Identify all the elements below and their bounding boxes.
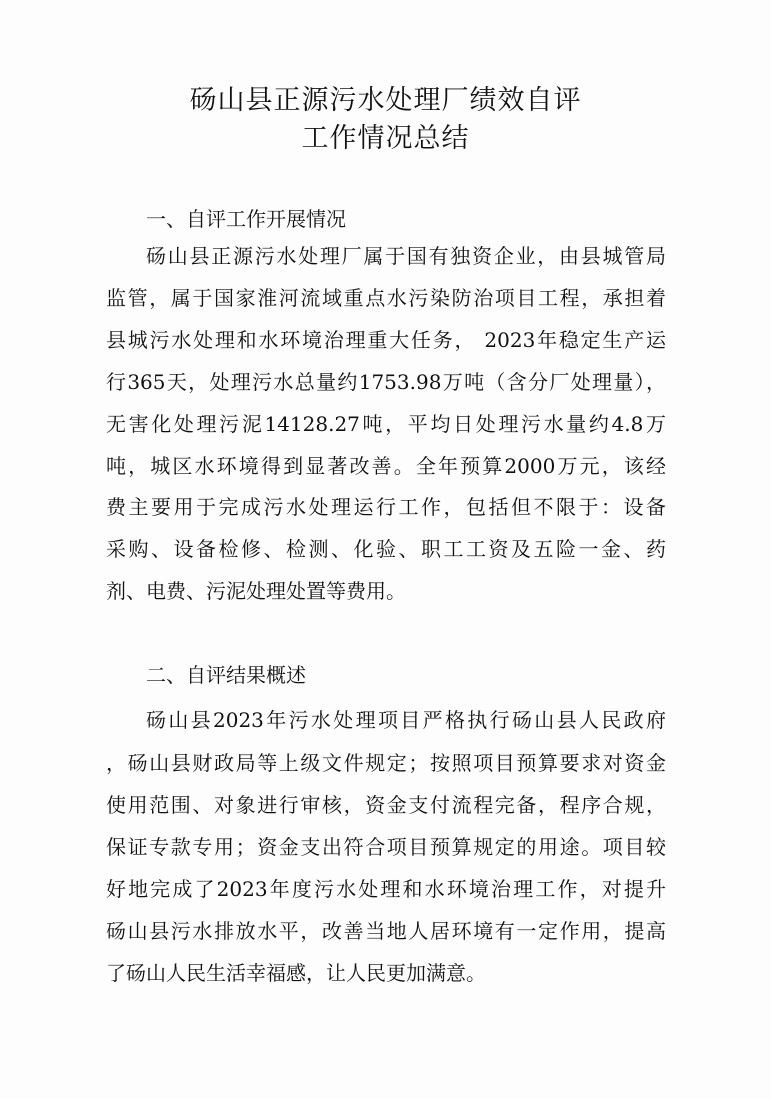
- section-1-paragraph-line: 监管，属于国家淮河流域重点水污染防治项目工程，承担着: [106, 286, 666, 310]
- section-2-heading: 二、自评结果概述: [146, 663, 306, 687]
- section-1-paragraph-line: 砀山县正源污水处理厂属于国有独资企业，由县城管局: [146, 244, 666, 268]
- section-1-paragraph-line: 行365天，处理污水总量约1753.98万吨（含分厂处理量），: [106, 370, 666, 394]
- section-2-paragraph-line: 砀山县2023年污水处理项目严格执行砀山县人民政府: [146, 708, 666, 732]
- section-1-paragraph-line: 吨，城区水环境得到显著改善。全年预算2000万元，该经: [106, 454, 666, 478]
- section-2-paragraph-line: ，砀山县财政局等上级文件规定；按照项目预算要求对资金: [106, 751, 666, 775]
- section-2-paragraph-line: 了砀山人民生活幸福感，让人民更加满意。: [106, 961, 486, 985]
- section-2-paragraph-line: 好地完成了2023年度污水处理和水环境治理工作，对提升: [106, 877, 666, 901]
- document-title-line-1: 砀山县正源污水处理厂绩效自评: [189, 85, 582, 116]
- section-1-heading: 一、自评工作开展情况: [146, 207, 346, 231]
- section-1-paragraph-line: 采购、设备检修、检测、化验、职工工资及五险一金、药: [106, 537, 666, 561]
- document-title-line-2: 工作情况总结: [301, 123, 470, 154]
- section-1-paragraph-line: 县城污水处理和水环境治理重大任务， 2023年稳定生产运: [106, 328, 666, 352]
- section-1-paragraph-line: 无害化处理污泥14128.27吨，平均日处理污水量约4.8万: [106, 412, 666, 436]
- section-2-paragraph-line: 砀山县污水排放水平，改善当地人居环境有一定作用，提高: [106, 919, 666, 943]
- section-1-paragraph-line: 剂、电费、污泥处理处置等费用。: [106, 579, 406, 603]
- section-2-paragraph-line: 使用范围、对象进行审核，资金支付流程完备，程序合规，: [106, 793, 666, 817]
- section-1-paragraph-line: 费主要用于完成污水处理运行工作，包括但不限于：设备: [106, 495, 666, 519]
- section-2-paragraph-line: 保证专款专用；资金支出符合项目预算规定的用途。项目较: [106, 835, 666, 859]
